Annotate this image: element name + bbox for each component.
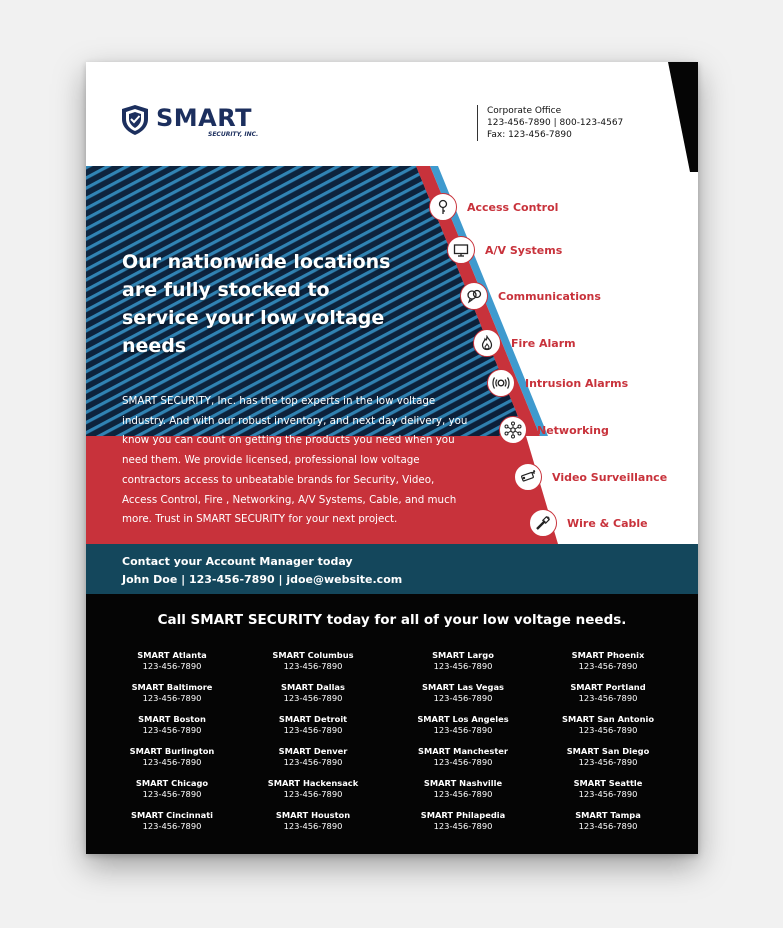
location-phone: 123-456-7890 [283,757,343,767]
location-phone: 123-456-7890 [283,821,343,831]
location-phone: 123-456-7890 [283,789,343,799]
locations-section [86,594,698,854]
locations-column [97,650,247,842]
location-item [97,778,247,810]
location-item [97,650,247,682]
location-name: SMART Houston [275,810,351,820]
location-item [533,746,683,778]
location-phone: 123-456-7890 [433,661,493,671]
corporate-office-info [477,105,623,141]
location-name: SMART Columbus [272,650,354,660]
location-phone: 123-456-7890 [283,661,343,671]
location-name: SMART Burlington [129,746,215,756]
location-item [238,650,388,682]
body-paragraph: SMART SECURITY, Inc. has the top experts in the low voltage industry. And with our robust inventory, and next day delivery, you know you can count on getting the products you need when you need them. We provide licensed, professional low voltage contractors access to unbeatable brands for Security, Video, Access Control, Fire , Networking, A/V Systems, Cable, and much more. Trust in SMART SECURITY for your next project. [122,395,468,526]
security-camera-icon [514,463,542,491]
shield-check-icon [120,104,150,136]
service-communications [460,282,601,310]
monitor-icon [447,236,475,264]
location-item [238,778,388,810]
headline: Our nationwide locations are fully stocked to service your low voltage needs [122,251,391,357]
location-phone: 123-456-7890 [142,661,202,671]
chat-bubbles-icon [460,282,488,310]
location-phone: 123-456-7890 [578,661,638,671]
location-item [97,746,247,778]
service-av-systems [447,236,562,264]
location-item [388,746,538,778]
location-item [97,810,247,842]
location-phone: 123-456-7890 [142,789,202,799]
locations-column [388,650,538,842]
locations-column [533,650,683,842]
location-name: SMART Las Vegas [421,682,504,692]
location-name: SMART Atlanta [137,650,207,660]
location-name: SMART Baltimore [131,682,213,692]
service-access-control [429,193,558,221]
service-video-surveillance [514,463,667,491]
flyer-page [86,62,698,854]
location-item [97,714,247,746]
location-phone: 123-456-7890 [578,789,638,799]
location-name: SMART Largo [432,650,494,660]
location-phone: 123-456-7890 [142,725,202,735]
location-phone: 123-456-7890 [578,757,638,767]
location-item [533,682,683,714]
location-item [533,778,683,810]
contact-bar [86,544,698,594]
cable-icon [529,509,557,537]
logo-subtitle: SECURITY, INC. [208,131,259,138]
location-item [388,650,538,682]
location-phone: 123-456-7890 [433,725,493,735]
location-item [388,810,538,842]
service-intrusion-alarms [487,369,628,397]
location-item [97,682,247,714]
service-label: Intrusion Alarms [525,376,629,390]
location-name: SMART Los Angeles [417,714,509,724]
corner-decoration [658,62,698,172]
service-networking [499,416,609,444]
location-phone: 123-456-7890 [578,821,638,831]
location-item [238,810,388,842]
location-phone: 123-456-7890 [142,757,202,767]
location-item [238,682,388,714]
alarm-signal-icon [487,369,515,397]
service-label: Video Surveillance [552,470,668,484]
location-phone: 123-456-7890 [283,693,343,703]
location-name: SMART Seattle [573,778,643,788]
location-phone: 123-456-7890 [433,693,493,703]
location-name: SMART San Diego [566,746,650,756]
location-name: SMART Cincinnati [130,810,214,820]
location-name: SMART San Antonio [561,714,655,724]
location-name: SMART Nashville [423,778,503,788]
location-item [533,714,683,746]
location-name: SMART Hackensack [267,778,359,788]
location-name: SMART Philapedia [420,810,506,820]
logo-wordmark: SMART [156,104,253,132]
key-icon [429,193,457,221]
location-item [388,682,538,714]
location-name: SMART Dallas [281,682,345,692]
location-name: SMART Tampa [575,810,641,820]
company-logo [120,104,260,144]
contact-heading: Contact your Account Manager today [122,555,353,568]
service-label: Fire Alarm [511,336,576,350]
location-phone: 123-456-7890 [433,789,493,799]
location-name: SMART Chicago [135,778,209,788]
service-fire-alarm [473,329,576,357]
location-name: SMART Boston [138,714,206,724]
corporate-title: Corporate Office [487,106,562,116]
location-phone: 123-456-7890 [283,725,343,735]
location-phone: 123-456-7890 [433,821,493,831]
call-to-action: Call SMART SECURITY today for all of your low voltage needs. [157,612,627,628]
location-name: SMART Denver [278,746,348,756]
location-name: SMART Detroit [278,714,348,724]
location-item [238,714,388,746]
location-phone: 123-456-7890 [578,693,638,703]
location-phone: 123-456-7890 [142,693,202,703]
location-item [533,810,683,842]
location-item [533,650,683,682]
contact-details: John Doe | 123-456-7890 | jdoe@website.com [122,573,403,586]
location-item [388,714,538,746]
service-label: Communications [498,289,601,303]
location-item [388,778,538,810]
location-name: SMART Phoenix [571,650,645,660]
service-wire-cable [529,509,648,537]
network-icon [499,416,527,444]
corporate-phones: 123-456-7890 | 800-123-4567 [487,118,624,128]
location-item [238,746,388,778]
service-label: Networking [537,423,609,437]
location-name: SMART Manchester [417,746,509,756]
locations-column [238,650,388,842]
corporate-fax: Fax: 123-456-7890 [487,130,572,140]
flame-icon [473,329,501,357]
service-label: Access Control [467,200,559,214]
service-label: A/V Systems [485,243,563,257]
location-name: SMART Portland [570,682,646,692]
location-phone: 123-456-7890 [578,725,638,735]
location-phone: 123-456-7890 [433,757,493,767]
location-phone: 123-456-7890 [142,821,202,831]
service-label: Wire & Cable [567,516,648,530]
